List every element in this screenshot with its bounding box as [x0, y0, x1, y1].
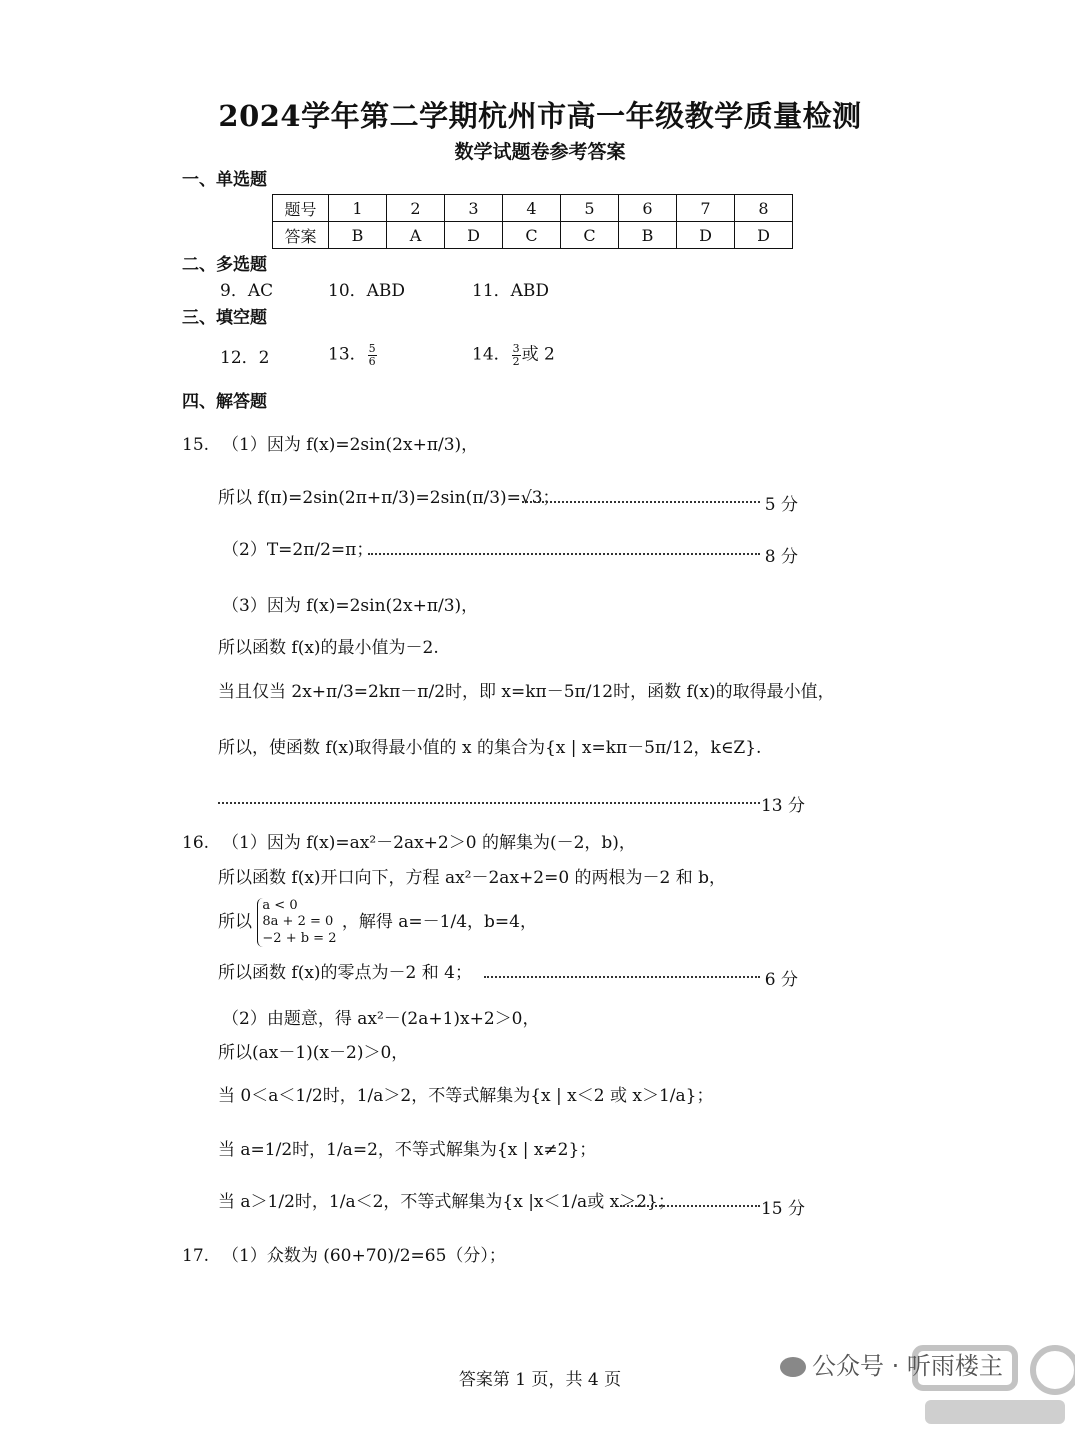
page-title: 2024学年第二学期杭州市高一年级教学质量检测 — [218, 99, 862, 133]
fraction-numerator: 3 — [512, 342, 520, 355]
section-heading-single-choice: 一、单选题 — [182, 170, 267, 190]
section-heading-multi-choice: 二、多选题 — [182, 255, 267, 275]
table-cell: B — [619, 222, 677, 249]
answer-table — [272, 194, 793, 249]
fraction-numerator: 5 — [368, 342, 376, 355]
table-cell: D — [445, 222, 503, 249]
watermark-text: 公众号 · 听雨楼主 — [812, 1352, 1003, 1380]
solution-line: 所以函数 f(x)的最小值为－2. — [218, 638, 439, 658]
solution-line: （1）因为 f(x)=2sin(2x+π/3)， — [222, 435, 479, 455]
answer-item: 9．AC — [220, 281, 274, 301]
answer-suffix: 或 2 — [521, 344, 555, 365]
question-number: 16. — [182, 833, 210, 853]
table-cell: 5 — [561, 195, 619, 222]
system-equation: −2 + b = 2 — [262, 930, 337, 946]
section-heading-fill-blank: 三、填空题 — [182, 308, 267, 328]
question-number: 13． — [328, 344, 367, 365]
solution-line: 所以函数 f(x)开口向下，方程 ax²－2ax+2=0 的两根为－2 和 b， — [218, 868, 727, 888]
dot-leader — [368, 551, 760, 555]
solution-line-system — [218, 898, 537, 947]
answer-item-14 — [472, 343, 555, 367]
table-row-answers — [273, 222, 793, 249]
table-cell: B — [329, 222, 387, 249]
table-cell: 6 — [619, 195, 677, 222]
table-header-cell: 答案 — [273, 222, 329, 249]
line-prefix: 所以 — [218, 911, 252, 932]
line-suffix: ，解得 a=－1/4，b=4， — [341, 911, 537, 932]
table-cell: 8 — [735, 195, 793, 222]
table-row-numbers — [273, 195, 793, 222]
score-mark: 6 分 — [764, 970, 798, 990]
solution-line: 当 a=1/2时，1/a=2，不等式解集为{x | x≠2}； — [218, 1140, 597, 1160]
answer-item: 12．2 — [220, 348, 270, 368]
solution-line: （1）因为 f(x)=ax²－2ax+2＞0 的解集为(－2，b)， — [222, 833, 636, 853]
answer-item: 10．ABD — [328, 281, 406, 301]
table-cell: C — [561, 222, 619, 249]
equation-system — [257, 898, 336, 947]
wechat-icon — [780, 1357, 806, 1377]
score-mark: 15 分 — [760, 1199, 805, 1219]
solution-line: （1）众数为 (60+70)/2=65（分）； — [222, 1246, 506, 1266]
dot-leader — [522, 499, 760, 503]
score-mark: 13 分 — [760, 796, 805, 816]
dot-leader — [218, 800, 760, 804]
dot-leader — [620, 1203, 760, 1207]
question-number: 17. — [182, 1246, 210, 1266]
fraction-denominator: 2 — [512, 354, 520, 368]
table-cell: C — [503, 222, 561, 249]
table-cell: 4 — [503, 195, 561, 222]
fraction — [512, 343, 521, 367]
solution-line: 所以，使函数 f(x)取得最小值的 x 的集合为{x | x=kπ－5π/12，k∈Z}. — [218, 738, 762, 758]
solution-line: 当 0＜a＜1/2时，1/a＞2，不等式解集为{x | x＜2 或 x＞1/a}； — [218, 1086, 714, 1106]
table-cell: 7 — [677, 195, 735, 222]
table-cell: 1 — [329, 195, 387, 222]
system-equation: a < 0 — [262, 898, 298, 913]
site-logo — [905, 1340, 1075, 1430]
table-cell: 2 — [387, 195, 445, 222]
page-subtitle: 数学试题卷参考答案 — [454, 141, 626, 163]
solution-line: 当且仅当 2x+π/3=2kπ－π/2时，即 x=kπ－5π/12时，函数 f(x)的取得最小值， — [218, 682, 835, 702]
table-header-cell: 题号 — [273, 195, 329, 222]
table-cell: D — [677, 222, 735, 249]
solution-line: 当 a＞1/2时，1/a＜2，不等式解集为{x |x＜1/a或 x＞2}； — [218, 1192, 675, 1212]
solution-line: 所以函数 f(x)的零点为－2 和 4； — [218, 963, 472, 983]
section-heading-solutions: 四、解答题 — [182, 392, 267, 412]
question-number: 14． — [472, 344, 511, 365]
table-cell: 3 — [445, 195, 503, 222]
fraction — [368, 343, 377, 367]
system-equation: 8a + 2 = 0 — [262, 914, 334, 930]
table-cell: D — [735, 222, 793, 249]
solution-line: 所以(ax－1)(x－2)＞0， — [218, 1043, 409, 1063]
solution-line: 所以 f(π)=2sin(2π+π/3)=2sin(π/3)=√3； — [218, 488, 560, 508]
table-cell: A — [387, 222, 445, 249]
solution-line: （2）由题意，得 ax²－(2a+1)x+2＞0， — [222, 1009, 540, 1029]
dot-leader — [484, 974, 760, 978]
answer-item: 11．ABD — [472, 281, 550, 301]
score-mark: 5 分 — [764, 495, 798, 515]
score-mark: 8 分 — [764, 547, 798, 567]
answer-item-13 — [328, 343, 378, 367]
solution-line: （2）T=2π/2=π； — [222, 540, 374, 560]
solution-line: （3）因为 f(x)=2sin(2x+π/3)， — [222, 596, 479, 616]
question-number: 15. — [182, 435, 210, 455]
page-footer: 答案第 1 页，共 4 页 — [458, 1370, 622, 1390]
fraction-denominator: 6 — [368, 354, 376, 368]
